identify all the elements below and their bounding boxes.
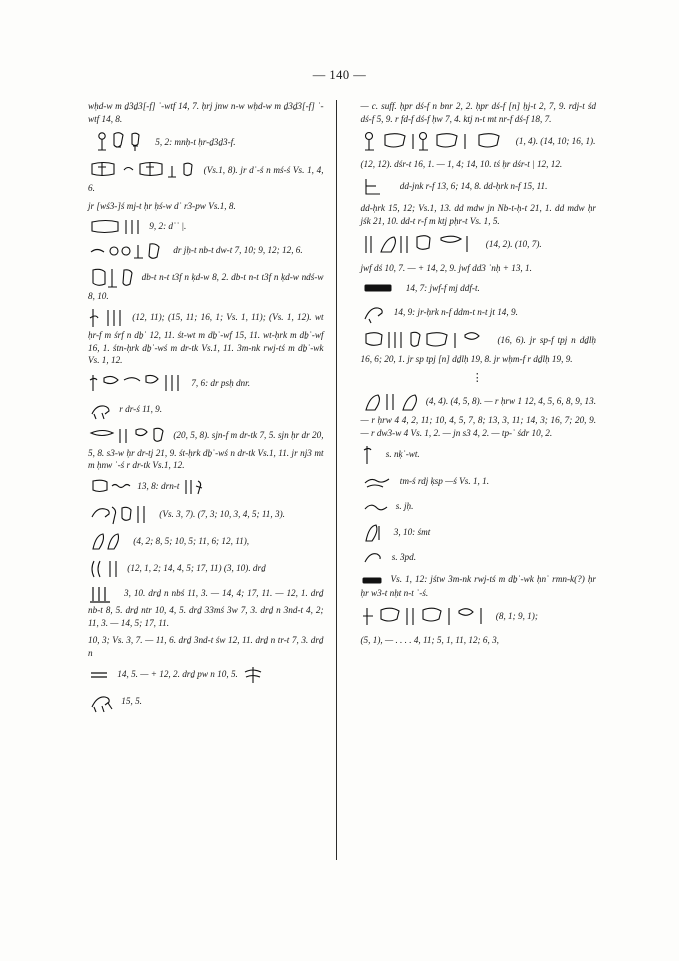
hieratic-glyph-r-row1 [361, 130, 511, 154]
entry-l9 [88, 372, 324, 396]
entry-text: (Vs. 3, 7). (7, 3; 10, 3, 4, 5; 11, 3). [159, 508, 285, 519]
entry-r12 [361, 390, 597, 439]
entry-l4 [88, 200, 324, 213]
hieratic-glyph-equals [88, 668, 112, 682]
entry-text: (12, 12). dśr-t 16, 1. — 1, 4; 14, 10. tś ḥr dśr-t | 12, 12. [360, 159, 563, 170]
entry-l15 [88, 558, 324, 580]
hieratic-glyph-bracket-row [88, 558, 122, 580]
hieratic-glyph-plant [240, 664, 266, 686]
left-column [88, 100, 330, 890]
entry-r2 [361, 130, 597, 154]
entry-l5 [88, 217, 324, 237]
entry-text: 14, 7: jwf-f mj ddf-t. [405, 282, 480, 293]
entry-text: dd-ḥrk 15, 12; Vs.1, 13. dd mdw jn Nb-t-ḥ-t 21, 1. dd mdw ḥr jśk 21, 10. dd-t r-f m ktj pḥr-t Vs. 1, 5. [360, 203, 597, 226]
entry-r13 [361, 444, 597, 466]
entry-l8 [88, 307, 324, 367]
entry-l10 [88, 400, 324, 420]
hieratic-glyph-bird-sm [88, 400, 114, 420]
entry-text: 14, 5. — + 12, 2. drḏ pw n 10, 5. [117, 669, 238, 680]
hieratic-glyph-strokes3 [88, 584, 118, 604]
entry-r20 [361, 634, 597, 647]
hieratic-glyph-r-seated [361, 232, 481, 258]
entry-text: 10, 3; Vs. 3, 7. — 11, 6. drḏ 3nd-t św 12, 11. drḏ n tr-t 7, 3. drḏ n [88, 635, 324, 658]
hieratic-glyph-bird-final [88, 691, 116, 713]
entry-l2 [88, 130, 324, 156]
hieratic-glyph-wave-box [88, 476, 132, 498]
hieratic-glyph-r-tms [361, 471, 395, 493]
entry-text: jwf dś 10, 7. — + 14, 2, 9. jwf dd3 ʿnḥ + 13, 1. [360, 263, 532, 274]
entry-l13 [88, 503, 324, 527]
entry-text: 13, 8: drn-t [137, 481, 180, 492]
entry-r1 [361, 100, 597, 125]
entry-text: r dr-ś 11, 9. [119, 404, 163, 415]
entry-r5 [361, 202, 597, 227]
entry-l18 [88, 664, 324, 686]
entry-text: wḥd-w m ḏ3ḏ3[-f] ʿ-wtf 14, 7. ḥrj jnw n-w wḥd-w m ḏ3ḏ3[-f] ʿ-wtf 14, 8. [88, 101, 324, 124]
column-divider [336, 100, 337, 860]
hieratic-glyph-tall-series [88, 307, 126, 329]
entry-text: 15, 5. [121, 695, 142, 706]
hieratic-glyph-r-stroke-s [361, 444, 381, 466]
entry-l7 [88, 266, 324, 303]
hieratic-glyph-dr [88, 241, 168, 261]
hieratic-glyph-r-smt [361, 522, 389, 544]
hieratic-glyph-vessels [88, 130, 150, 156]
entry-r9 [361, 302, 597, 324]
entry-r19 [361, 604, 597, 630]
entry-text: (12, 11); (15, 11; 16, 1; Vs. 1, 11); (Vs. 1, 12). wt ḥr-f m śrf n dḇʿ 12, 11. śt-wt m dḇʿ-wf 15, 11. wt-ḥrk m dḇʿ-wf 16, 1. śtn-ḥrk dḇʿ-wś m dr-tk Vs.1, 11. 3m-nk rwj-tś m dḇʿ-wk Vs. 1, 12. [88, 312, 324, 366]
entry-text: (12, 1, 2; 14, 4, 5; 17, 11) (3, 10). drḏ [127, 562, 266, 573]
entry-r6 [361, 232, 597, 258]
page-number: — 140 — [312, 68, 367, 82]
entry-l12 [88, 476, 324, 498]
entry-r3 [361, 158, 597, 171]
hieratic-glyph-r-vs1 [361, 573, 385, 587]
entry-text: Vs. 1, 12: jśtw 3m-nk rwj-tś m dḇʿ-wk ḥnʿ rmn-k(?) ḥr ḥr w3-t nḥt n-t ʿ-ś. [360, 573, 597, 598]
entry-text: 9, 2: dʿʿ |. [149, 220, 187, 231]
entry-text: 5, 2: mnḥ-t ḥr-ḏ3ḏ3-f. [155, 136, 236, 147]
entry-r7 [361, 262, 597, 275]
hieratic-glyph-r-bottom [361, 604, 491, 630]
entry-text: (4, 2; 8, 5; 10, 5; 11, 6; 12, 11), [133, 536, 250, 547]
hieratic-glyph-r-spd [361, 548, 387, 568]
entry-l17 [88, 634, 324, 659]
entry-text: s. nḳʿ-wt. [385, 449, 420, 460]
entry-l1 [88, 100, 324, 125]
section-break-dots: ⋮ [471, 372, 485, 385]
entry-text: 3, 10. drḏ n nbś 11, 3. — 14, 4; 17, 11. — 12, 1. drḏ nb-t 8, 5. drḏ ntr 10, 4, 5. drḏ 33mś 3w 7, 3. drḏ n 3nd-t 4, 2; 11, 3. — 14, 5; 17, 11. [88, 588, 324, 629]
two-column-body [88, 100, 596, 890]
entry-text: db-t n-t t3f n ḳd-w 8, 2. db-t n-t t3f n ḳd-w ndś-w 8, 10. [88, 271, 324, 301]
entry-text: (1, 4). (14, 10; 16, 1). [515, 135, 596, 146]
hieratic-glyph-r-cluster [361, 329, 491, 353]
hieratic-glyph-pair-boxes [88, 160, 198, 182]
entry-text: 3, 10: śmt [393, 526, 431, 537]
right-column [343, 100, 597, 890]
entry-text: 14, 9: jr-ḥrk n-f ddm-t n-t jt 14, 9. [393, 307, 518, 318]
entry-text: (20, 5, 8). sjn-f m dr-tk 7, 5. sjn ḥr dr 20, 5, 8. s3-w ḥr dr-tj 21, 9. śt-ḥrk dḇʿ-wś n dr-tk Vs.1, 11. jr nj3 mt m ḥnw ʿ-ś r dr-tk Vs.1, 12. [88, 429, 324, 471]
entry-text: s. 3pd. [391, 552, 417, 563]
entry-l6 [88, 241, 324, 261]
hieratic-glyph-db [88, 266, 136, 290]
entry-l11 [88, 425, 324, 472]
entry-r10 [361, 329, 597, 366]
entry-text: s. jḥ. [395, 501, 414, 512]
entry-text: tm-ś rdj ḳsp —ś Vs. 1, 1. [399, 475, 490, 486]
entry-text: (Vs.1, 8). jr dʿ-ś n mś-ś Vs. 1, 4, 6. [88, 165, 324, 194]
hieratic-glyph-person-small [182, 477, 206, 497]
entry-text: jr [wś3-]ś mj-t ḥr ḥś-w dʿ r3-pw Vs.1, 8. [88, 200, 236, 211]
entry-text: (16, 6). jr sp-f tpj n dḏlḥ 16, 6; 20, 1. jr sp tpj [n] dḏlḥ 19, 8. jr wḥm-f r dḏlḥ 19, 9. [360, 334, 597, 364]
entry-r8 [361, 280, 597, 298]
entry-text: (5, 1), — . . . . 4, 11; 5, 1, 11, 12; 6, 3, [360, 635, 499, 646]
hieratic-glyph-r-chair [361, 176, 395, 198]
hieratic-glyph-oval-row [88, 425, 168, 447]
entry-text: (4, 4). (4, 5, 8). — r ḥrw 1 12, 4, 5, 6, 8, 9, 13. — r ḥrw 4 4, 2, 11; 10, 4, 5, 7, 8; 13, 3, 11; 14, 3; 16, 7; 20, 9. — r dw3-w 4 Vs. 1, 2. — jn s3 4, 2. — tp-ʿ śdr 10, 2. [360, 396, 597, 438]
entry-r4 [361, 176, 597, 198]
entry-text: (8, 1; 9, 1); [495, 610, 538, 621]
entry-text: dd-jnk r-f 13, 6; 14, 8. dd-ḥrk n-f 15, 11. [399, 180, 548, 191]
hieratic-glyph-r-wide [361, 280, 401, 298]
entry-r16 [361, 522, 597, 544]
entry-text: — c. suff. ḥpr dś-f n bnr 2, 2. ḥpr dś-f [n] ḥj-t 2, 7, 9. rdj-t śd dś-f 5, 9. r fd-f dś-f ḥw 7, 4. ktj n-t mt nr-f dś-f 18, 7. [360, 101, 597, 124]
hieratic-glyph-man-fig [88, 503, 154, 527]
entry-l14 [88, 531, 324, 553]
entry-text: (14, 2). (10, 7). [485, 239, 542, 250]
entry-text: 7, 6: dr psḥ dnr. [191, 377, 251, 388]
entry-l16 [88, 584, 324, 629]
entry-r14 [361, 471, 597, 493]
entry-r15 [361, 497, 597, 517]
entry-l19 [88, 691, 324, 713]
entry-r18 [361, 573, 597, 600]
entry-r17 [361, 548, 597, 568]
hieratic-glyph-psh [88, 372, 186, 396]
hieratic-glyph-r-bird2 [361, 302, 389, 324]
hieratic-glyph-r-seated2 [361, 390, 421, 414]
hieratic-glyph-r-jh [361, 497, 391, 517]
entry-l3 [88, 160, 324, 195]
hieratic-glyph-box-line [88, 217, 144, 237]
entry-text: dr jḥ-t nb-t dw-t 7, 10; 9, 12; 12, 6. [173, 245, 303, 256]
hieratic-glyph-leaf-row [88, 531, 128, 553]
